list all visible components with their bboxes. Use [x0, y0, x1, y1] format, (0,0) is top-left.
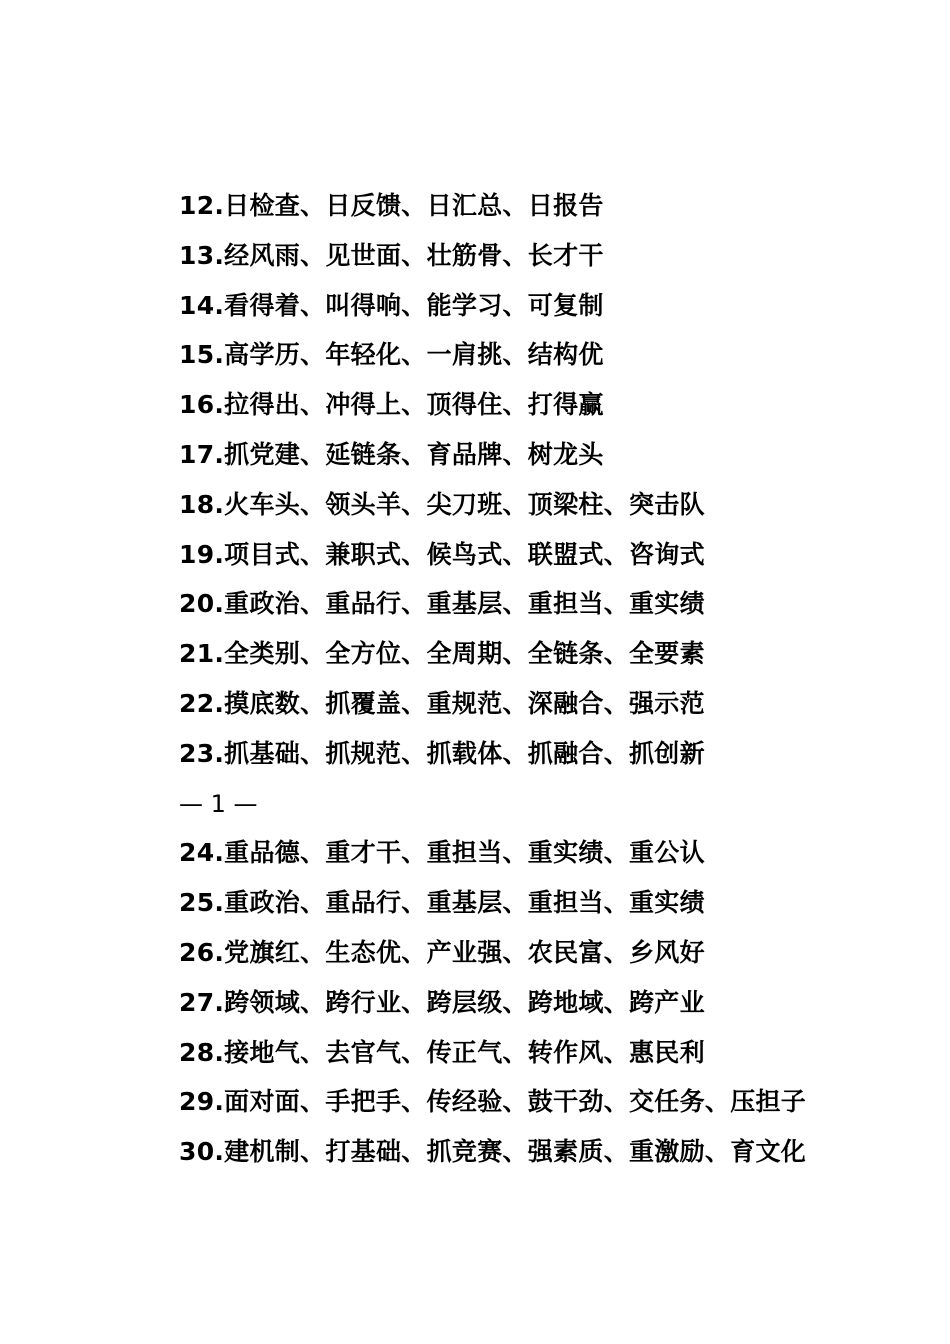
list-item: 26.党旗红、生态优、产业强、农民富、乡风好 [179, 937, 705, 967]
list-item: 12.日检查、日反馈、日汇总、日报告 [179, 191, 604, 220]
list-item: 16.拉得出、冲得上、顶得住、打得赢 [179, 390, 604, 420]
list-item: 17.抓党建、延链条、育品牌、树龙头 [179, 439, 604, 469]
list-item: 23.抓基础、抓规范、抓载体、抓融合、抓创新 [179, 738, 705, 768]
list-item: 29.面对面、手把手、传经验、鼓干劲、交任务、压担子 [179, 1087, 807, 1117]
list-item: 14.看得着、叫得响、能学习、可复制 [179, 290, 604, 320]
list-item: 28.接地气、去官气、传正气、转作风、惠民利 [179, 1037, 705, 1067]
list-item: 15.高学历、年轻化、一肩挑、结构优 [179, 340, 604, 370]
list-item: 21.全类别、全方位、全周期、全链条、全要素 [179, 639, 705, 669]
list-item: 25.重政治、重品行、重基层、重担当、重实绩 [179, 888, 705, 918]
list-item: 18.火车头、领头羊、尖刀班、顶梁柱、突击队 [179, 489, 705, 519]
phrase-list [179, 186, 806, 1182]
list-item: 22.摸底数、抓覆盖、重规范、深融合、强示范 [179, 688, 705, 718]
page-number: — 1 — [179, 789, 258, 818]
list-item: 27.跨领域、跨行业、跨层级、跨地域、跨产业 [179, 987, 705, 1017]
list-item: 19.项目式、兼职式、候鸟式、联盟式、咨询式 [179, 539, 705, 569]
list-item: 13.经风雨、见世面、壮筋骨、长才干 [179, 240, 604, 270]
list-item: 24.重品德、重才干、重担当、重实绩、重公认 [179, 838, 705, 868]
list-item: 30.建机制、打基础、抓竞赛、强素质、重激励、育文化 [179, 1137, 807, 1167]
list-item: 20.重政治、重品行、重基层、重担当、重实绩 [179, 589, 705, 619]
